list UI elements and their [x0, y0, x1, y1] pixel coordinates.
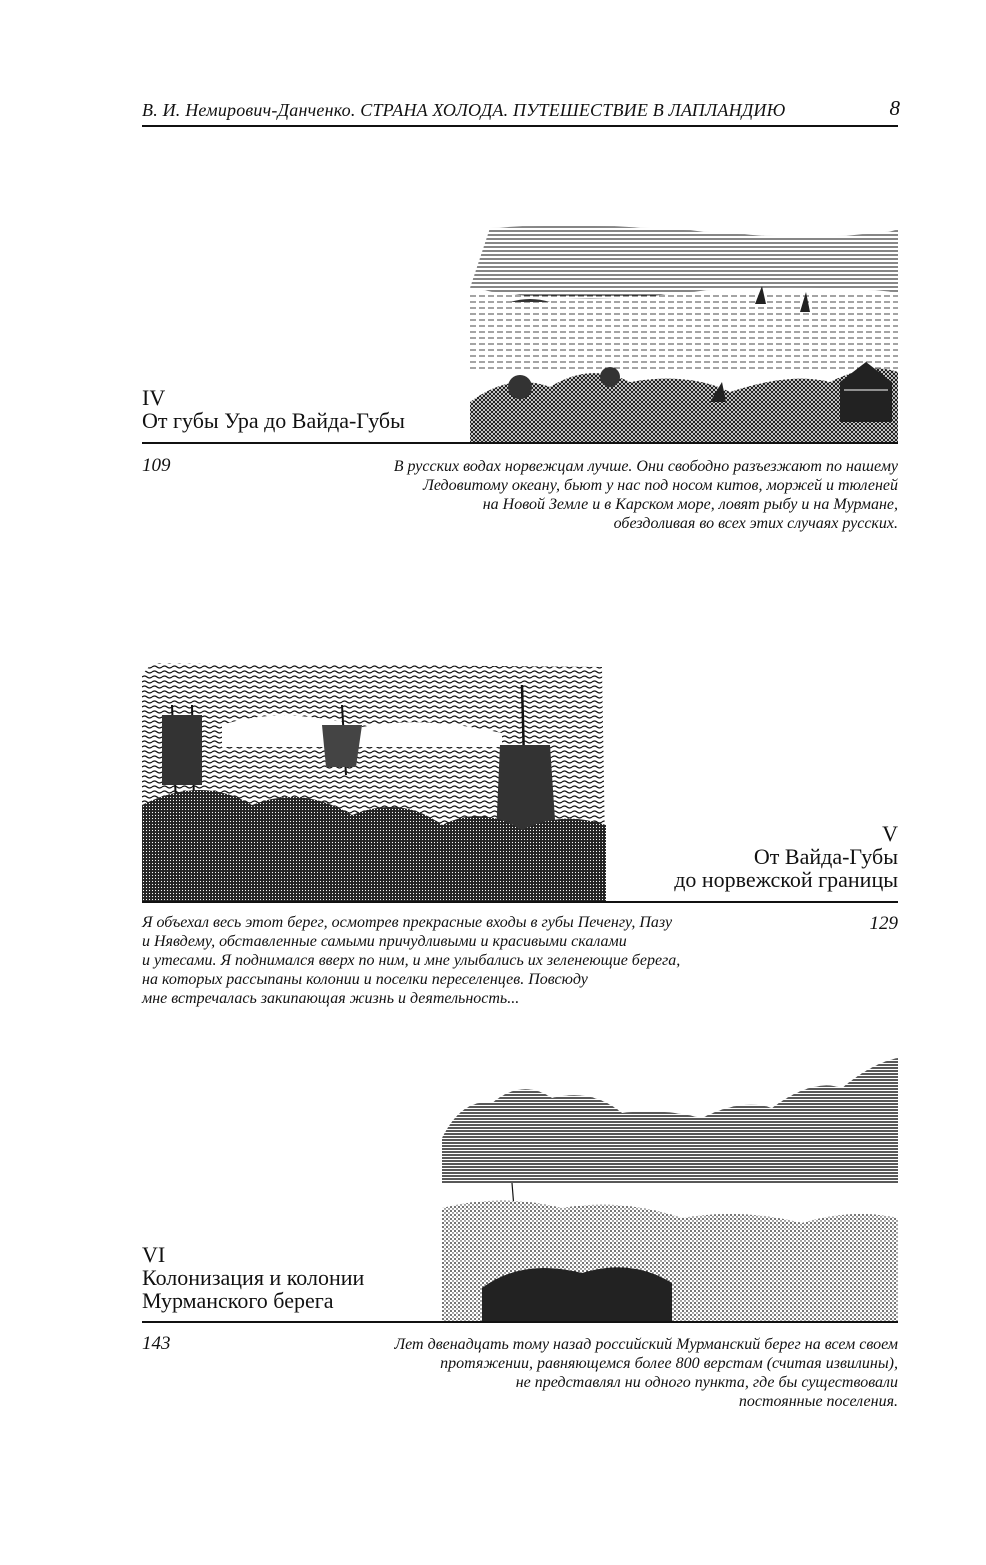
chapter-v-excerpt: [142, 913, 782, 1008]
chapter-v-start-page: 129: [869, 913, 898, 934]
chapter-v-title-line-1: От Вайда-Губы: [753, 844, 898, 869]
chapter-iv-excerpt: [300, 457, 898, 533]
excerpt-line: протяжении, равняющемся более 800 верстам (считая извилины),: [440, 1355, 898, 1372]
chapter-vi-start-page: 143: [142, 1333, 171, 1354]
page-number: 8: [889, 96, 900, 120]
excerpt-line: на Новой Земле и в Карском море, ловят рыбу и на Мурмане,: [482, 496, 898, 513]
excerpt-line: на которых рассыпаны колонии и поселки переселенцев. Повсюду: [142, 971, 588, 988]
chapter-iv-numeral: IV: [142, 385, 166, 410]
chapter-vi-title-line-1: Колонизация и колонии: [142, 1265, 365, 1290]
excerpt-line: Ледовитому океану, бьют у нас под носом китов, моржей и тюленей: [422, 477, 898, 494]
chapter-v-title-line-2: до норвежской границы: [674, 867, 898, 892]
chapter-v-title: [600, 822, 898, 891]
sea-village-engraving: [470, 222, 898, 444]
excerpt-line: В русских водах норвежцам лучше. Они свободно разъезжают по нашему: [393, 458, 898, 475]
excerpt-line: не представлял ни одного пункта, где бы существовали: [515, 1374, 898, 1391]
chapter-v-rule: [142, 901, 898, 903]
header-rule: [142, 125, 898, 127]
chapter-iv-start-page: 109: [142, 455, 171, 476]
chapter-v-illustration: [142, 655, 606, 902]
excerpt-line: обездоливая во всех этих случаях русских.: [613, 515, 898, 532]
excerpt-line: и утесами. Я поднимался вверх по ним, и мне улыбались их зеленеющие берега,: [142, 952, 681, 969]
excerpt-line: Я объехал весь этот берег, осмотрев прекрасные входы в губы Печенгу, Пазу: [142, 914, 673, 931]
excerpt-line: Лет двенадцать тому назад российский Мурманский берег на всем своем: [394, 1336, 898, 1353]
chapter-iv-illustration: [470, 222, 898, 444]
chapter-iv-rule: [142, 442, 898, 444]
ships-rocks-engraving: [142, 655, 606, 902]
chapter-vi-illustration: [442, 1058, 898, 1321]
chapter-vi-excerpt: [300, 1335, 898, 1411]
rocky-coast-engraving: [442, 1058, 898, 1321]
chapter-iv-title-line: От губы Ура до Вайда-Губы: [142, 408, 405, 433]
chapter-vi-title: [142, 1243, 364, 1312]
running-title: В. И. Немирович-Данченко. СТРАНА ХОЛОДА. ПУТЕШЕСТВИЕ В ЛАПЛАНДИЮ: [142, 100, 786, 120]
excerpt-line: постоянные поселения.: [738, 1393, 898, 1410]
chapter-vi-rule: [142, 1321, 898, 1323]
excerpt-line: мне встречалась закипающая жизнь и деятельность...: [142, 990, 520, 1007]
chapter-v-numeral: V: [882, 821, 898, 846]
excerpt-line: и Нявдему, обставленные самыми причудливыми и красивыми скалами: [142, 933, 627, 950]
chapter-vi-title-line-2: Мурманского берега: [142, 1288, 334, 1313]
chapter-iv-title: [142, 386, 405, 432]
chapter-vi-numeral: VI: [142, 1242, 166, 1267]
